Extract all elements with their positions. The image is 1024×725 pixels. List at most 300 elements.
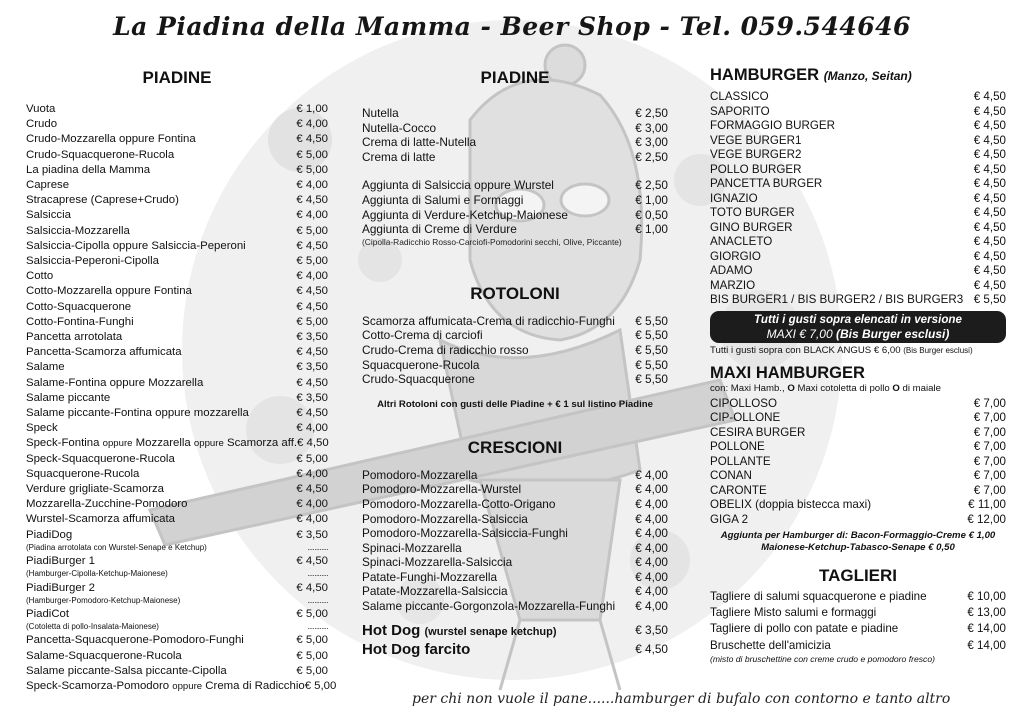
item-price: € 7,00 (973, 454, 1006, 468)
item-name: IGNAZIO (710, 191, 758, 205)
black-angus-note: Tutti i gusti sopra con BLACK ANGUS € 6,00 (Bis Burger esclusi) (710, 344, 973, 356)
item-price: € 4,00 (296, 467, 328, 480)
item-name: Cotto-Fontina-Funghi (26, 315, 134, 328)
item-price: € 4,50 (973, 249, 1006, 263)
item-price: € 4,50 (973, 278, 1006, 292)
menu-row (710, 426, 1006, 441)
item-price: € 12,00 (967, 512, 1006, 526)
menu-row (26, 117, 328, 132)
item-name: VEGE BURGER2 (710, 148, 802, 161)
item-name: Salsiccia-Mozzarella (26, 224, 130, 237)
menu-row (362, 178, 668, 193)
item-name: POLLO BURGER (710, 162, 802, 176)
item-name: Speck (26, 422, 58, 435)
item-price: € 4,00 (635, 599, 668, 614)
menu-row (26, 330, 328, 345)
item-name: BIS BURGER1 / BIS BURGER2 / BIS BURGER3 (710, 293, 964, 306)
menu-row (710, 397, 1006, 412)
item-price: € 4,00 (635, 467, 668, 482)
item-name: Nutella (362, 106, 399, 120)
menu-row (26, 679, 337, 694)
shop-banner: La Piadina della Mamma - Beer Shop - Tel. 059.544646 (113, 12, 911, 41)
item-price: € 4,50 (973, 206, 1006, 219)
item-name: Pancetta arrotolata (26, 331, 123, 344)
menu-row (710, 411, 1006, 426)
item-name: Pomodoro-Mozzarella (362, 467, 478, 482)
item-name: Crudo-Squacquerone (362, 372, 475, 387)
menu-row (710, 206, 1006, 221)
item-price: € 4,00 (635, 555, 668, 570)
item-name: ANACLETO (710, 235, 773, 248)
item-price: € 4,00 (635, 511, 668, 526)
menu-row (362, 328, 668, 343)
item-name: Salame piccante-Salsa piccante-Cipolla (26, 664, 227, 677)
item-price: € 5,50 (973, 293, 1006, 306)
menu-row (26, 208, 328, 223)
item-price: € 4,50 (296, 285, 328, 298)
piadine-sweet-title: PIADINE (480, 68, 550, 87)
special-item-description: (Hamburger-Cipolla-Ketchup-Maionese) ............ (26, 569, 328, 579)
item-price: € 3,50 (296, 528, 328, 541)
menu-row (26, 554, 328, 569)
item-price: € 5,00 (296, 224, 328, 237)
item-price: € 1,00 (635, 222, 668, 237)
item-price: € 5,00 (296, 452, 328, 465)
menu-row (362, 193, 668, 208)
item-name: Pomodoro-Mozzarella-Cotto-Origano (362, 496, 556, 511)
piadine-list-2 (26, 452, 328, 528)
item-price: € 1,00 (296, 103, 328, 115)
item-price: € 4,50 (973, 177, 1006, 190)
item-name: Cotto-Mozzarella oppure Fontina (26, 285, 192, 298)
menu-row (26, 391, 328, 406)
menu-row (362, 372, 668, 387)
item-name: Pomodoro-Mozzarella-Salsiccia-Funghi (362, 526, 568, 541)
menu-row (710, 621, 1006, 637)
item-price: € 3,00 (635, 120, 668, 135)
menu-row (26, 467, 328, 482)
item-name: TOTO BURGER (710, 206, 795, 219)
menu-row (710, 589, 1006, 605)
item-price: € 13,00 (967, 606, 1006, 620)
item-price: € 4,50 (296, 346, 328, 359)
item-price: € 4,50 (296, 194, 328, 207)
special-item (26, 607, 328, 632)
item-price: € 5,50 (635, 372, 668, 387)
rotoloni-title: ROTOLONI (470, 283, 560, 303)
menu-row (26, 148, 328, 163)
menu-row (710, 148, 1006, 163)
menu-row (362, 599, 668, 614)
item-price: € 14,00 (967, 638, 1006, 652)
item-price: € 7,00 (973, 483, 1006, 497)
item-name: Salsiccia-Cipolla oppure Salsiccia-Peperoni (26, 239, 246, 252)
add-note-line1: Aggiunta per Hamburger di: Bacon-Formaggio-Creme € 1,00 (720, 530, 996, 541)
item-price: € 4,00 (635, 540, 668, 555)
item-name: Pomodoro-Mozzarella-Salsiccia (362, 511, 528, 526)
item-name: CESIRA BURGER (710, 425, 806, 439)
maxi-list (710, 397, 1006, 528)
item-name: Wurstel-Scamorza affumicata (26, 513, 175, 526)
item-name: Spinaci-Mozzarella-Salsiccia (362, 555, 513, 570)
menu-row (26, 163, 328, 178)
menu-row (26, 497, 328, 512)
item-name: Aggiunta di Salsiccia oppure Wurstel (362, 178, 554, 193)
crescioni-title: CRESCIONI (467, 437, 563, 457)
item-name: Bruschette dell'amicizia (710, 638, 831, 652)
item-price: € 4,50 (296, 581, 328, 594)
menu-row (362, 150, 668, 165)
menu-row (710, 264, 1006, 279)
item-name: Patate-Funghi-Mozzarella (362, 569, 498, 584)
item-price: € 5,00 (296, 649, 328, 662)
item-name: MARZIO (710, 278, 756, 292)
item-name: Crema di latte (362, 149, 436, 164)
item-name: Stracaprese (Caprese+Crudo) (26, 194, 179, 207)
item-price: € 4,50 (973, 148, 1006, 161)
maxi-banner-line1: Tutti i gusti sopra elencati in versione (754, 312, 962, 326)
item-name: La piadina della Mamma (26, 163, 151, 176)
item-name: Salame piccante-Gorgonzola-Mozzarella-Funghi (362, 599, 616, 614)
item-name: Crudo-Squacquerone-Rucola (26, 148, 175, 161)
menu-row (710, 250, 1006, 265)
hamburger-column (710, 66, 1006, 664)
menu-row (362, 541, 668, 556)
item-price: € 4,50 (296, 376, 328, 389)
item-name: Verdure grigliate-Scamorza (26, 483, 165, 496)
item-name: Mozzarella-Zucchine-Pomodoro (26, 498, 188, 511)
hotdog-farcito-price: € 4,50 (635, 641, 668, 656)
maxi-banner-line2: MAXI € 7,00 (Bis Burger esclusi) (766, 326, 950, 341)
item-price: € 4,50 (296, 133, 328, 146)
item-name: Crudo-Mozzarella oppure Fontina (26, 133, 196, 146)
menu-row (362, 584, 668, 599)
menu-row (710, 90, 1006, 105)
item-price: € 4,00 (635, 496, 668, 511)
item-name: Crudo-Crema di radicchio rosso (362, 342, 529, 357)
menu-row (26, 132, 328, 147)
menu-row (710, 177, 1006, 192)
menu-row (26, 269, 328, 284)
menu-row (26, 284, 328, 299)
menu-row (710, 440, 1006, 455)
hotdog-farcito-row (362, 641, 668, 658)
piadine-title: PIADINE (142, 68, 212, 87)
menu-row (710, 513, 1006, 528)
item-name: Pancetta-Scamorza affumicata (26, 346, 182, 359)
item-price: € 4,00 (635, 584, 668, 599)
rotoloni-list (362, 314, 668, 387)
item-price: € 3,00 (635, 135, 668, 150)
item-name: PiadiDog (26, 528, 73, 541)
item-price: € 4,50 (973, 90, 1006, 103)
menu-row (710, 235, 1006, 250)
item-price: € 4,50 (296, 300, 328, 313)
rotoloni-note: Altri Rotoloni con gusti delle Piadine + € 1 sul listino Piadine (377, 398, 653, 410)
menu-row (26, 664, 328, 679)
menu-row (26, 607, 328, 622)
menu-row (710, 638, 1006, 654)
item-price: € 4,50 (296, 483, 328, 496)
item-name: CIP-OLLONE (710, 411, 781, 424)
bruschette-note: (misto di bruschettine con creme crudo e pomodoro fresco) (710, 653, 935, 664)
item-price: € 3,50 (296, 391, 328, 404)
menu-row (362, 497, 668, 512)
item-name: Salame (26, 361, 65, 374)
menu-row (710, 192, 1006, 207)
hotdog-farcito-name: Hot Dog farcito (362, 640, 471, 658)
item-name: Speck-Fontina oppure Mozzarella oppure Scamorza aff. (26, 437, 298, 450)
item-name: CLASSICO (710, 90, 769, 103)
item-price: € 5,00 (304, 679, 337, 692)
item-price: € 7,00 (973, 469, 1006, 482)
item-price: € 5,00 (296, 255, 328, 268)
item-name: Crema di latte-Nutella (362, 135, 477, 150)
piadine-specials-list (26, 528, 328, 633)
menu-row (710, 221, 1006, 236)
crescioni-list (362, 468, 668, 614)
item-price: € 14,00 (967, 622, 1006, 636)
menu-row (362, 468, 668, 483)
menu-row (710, 279, 1006, 294)
menu-row (710, 605, 1006, 621)
item-price: € 4,50 (296, 555, 328, 568)
item-name: Salame-Fontina oppure Mozzarella (26, 376, 204, 389)
special-item (26, 554, 328, 579)
menu-row (362, 208, 668, 223)
menu-row (362, 358, 668, 373)
menu-row (26, 512, 328, 527)
item-name: Salame piccante (26, 391, 111, 404)
item-price: € 4,00 (296, 422, 328, 435)
menu-row (362, 570, 668, 585)
item-name: Vuota (26, 103, 56, 115)
item-name: CIPOLLOSO (710, 396, 778, 410)
item-price: € 5,00 (296, 607, 328, 620)
item-name: Caprese (26, 179, 70, 192)
menu-row (362, 555, 668, 570)
item-price: € 4,50 (973, 119, 1006, 132)
menu-row (26, 239, 328, 254)
item-price: € 2,50 (635, 106, 668, 120)
special-item-description: (Hamburger-Pomodoro-Ketchup-Maionese) ............ (26, 595, 328, 605)
menu-row (710, 469, 1006, 484)
item-price: € 5,00 (296, 664, 328, 677)
item-name: SAPORITO (710, 104, 770, 118)
item-name: Aggiunta di Salumi e Formaggi (362, 192, 524, 207)
menu-row (26, 482, 328, 497)
item-name: Patate-Mozzarella-Salsiccia (362, 584, 508, 599)
item-price: € 4,00 (635, 526, 668, 541)
menu-row (362, 121, 668, 136)
menu-row (26, 315, 328, 330)
item-price: € 4,00 (635, 569, 668, 584)
item-name: Nutella-Cocco (362, 120, 437, 135)
menu-row (362, 512, 668, 527)
item-price: € 4,50 (973, 235, 1006, 248)
item-name: Pancetta-Squacquerone-Pomodoro-Funghi (26, 634, 244, 647)
menu-row (26, 528, 328, 543)
item-price: € 4,00 (296, 179, 328, 192)
item-name: PiadiBurger 2 (26, 581, 96, 594)
item-price: € 2,50 (635, 149, 668, 164)
menu-row (26, 406, 328, 421)
item-name: PiadiBurger 1 (26, 555, 96, 568)
item-name: Pomodoro-Mozzarella-Wurstel (362, 482, 522, 497)
item-name: OBELIX (doppia bistecca maxi) (710, 498, 872, 511)
menu-row (710, 455, 1006, 470)
item-price: € 7,00 (973, 396, 1006, 410)
taglieri-list (710, 589, 1006, 654)
item-name: VEGE BURGER1 (710, 133, 802, 147)
item-name: Tagliere di pollo con patate e piadine (710, 622, 899, 636)
item-name: PANCETTA BURGER (710, 177, 823, 190)
item-name: CONAN (710, 469, 752, 482)
menu-row (710, 163, 1006, 178)
item-name: Squacquerone-Rucola (362, 357, 480, 372)
menu-row (26, 345, 328, 360)
item-name: Aggiunta di Creme di Verdure (362, 222, 517, 237)
piadine-list-3 (26, 633, 328, 679)
item-price: € 2,50 (635, 178, 668, 193)
menu-row (26, 633, 328, 648)
menu-row (26, 300, 328, 315)
maxi-sub: con: Maxi Hamb., O Maxi cotoletta di pollo O di maiale (710, 382, 941, 394)
item-price: € 4,50 (973, 133, 1006, 147)
item-name: CARONTE (710, 483, 767, 497)
menu-row (26, 452, 328, 467)
hamburger-list (710, 90, 1006, 308)
item-name: PiadiCot (26, 607, 70, 620)
footer-note: per chi non vuole il pane......hamburger di bufalo con contorno e tanto altro (412, 691, 951, 707)
item-name: FORMAGGIO BURGER (710, 119, 835, 132)
item-name: Tagliere Misto salumi e formaggi (710, 606, 877, 620)
item-price: € 5,50 (635, 342, 668, 357)
item-name: Salame piccante-Fontina oppure mozzarella (26, 407, 249, 420)
item-price: € 4,50 (296, 407, 328, 420)
item-name: Cotto (26, 270, 54, 283)
menu-row (26, 254, 328, 269)
item-name: Speck-Squacquerone-Rucola (26, 452, 175, 465)
menu-row (710, 498, 1006, 513)
piadine-sweet-list (362, 106, 668, 164)
item-price: € 4,50 (297, 437, 329, 450)
item-price: € 4,00 (296, 498, 328, 511)
item-price: € 3,50 (296, 361, 328, 374)
menu-row (362, 526, 668, 541)
menu-row (26, 376, 328, 391)
item-name: GINO BURGER (710, 220, 793, 234)
item-price: € 0,50 (635, 207, 668, 222)
item-name: Tagliere di salumi squacquerone e piadine (710, 590, 927, 603)
item-price: € 4,50 (973, 264, 1006, 277)
menu-row (26, 649, 328, 664)
hotdog-name: Hot Dog (wurstel senape ketchup) (362, 621, 557, 639)
menu-row (26, 193, 328, 208)
item-price: € 5,50 (635, 357, 668, 372)
item-price: € 4,50 (973, 162, 1006, 176)
item-name: ADAMO (710, 264, 753, 277)
item-price: € 5,00 (296, 163, 328, 176)
menu-row (26, 436, 328, 451)
item-name: GIGA 2 (710, 512, 749, 526)
extras-note: (Cipolla-Radicchio Rosso-Carciofi-Pomodorini secchi, Olive, Piccante) (362, 236, 622, 247)
hotdog-price: € 3,50 (635, 622, 668, 637)
item-price: € 4,50 (973, 220, 1006, 234)
item-name: POLLANTE (710, 454, 771, 468)
item-price: € 1,00 (635, 192, 668, 207)
item-price: € 4,50 (973, 104, 1006, 118)
piadine-savory-section (26, 68, 337, 694)
item-price: € 7,00 (973, 411, 1006, 424)
item-price: € 5,00 (296, 634, 328, 647)
item-price: € 4,00 (296, 118, 328, 131)
menu-row (26, 360, 328, 375)
item-name: Cotto-Crema di carciofi (362, 328, 483, 343)
item-name: Spinaci-Mozzarella (362, 540, 462, 555)
menu-row (26, 581, 328, 596)
hamburger-title: HAMBURGER (Manzo, Seitan) (710, 66, 912, 84)
menu-row (710, 105, 1006, 120)
menu-row (26, 224, 328, 239)
maxi-hamburger-title: MAXI HAMBURGER (710, 363, 865, 382)
item-price: € 4,50 (973, 191, 1006, 205)
piadine-extras-list (362, 178, 668, 236)
menu-row (710, 293, 1006, 308)
item-name: Speck-Scamorza-Pomodoro oppure Crema di Radicchio (26, 679, 305, 692)
hotdog-row (362, 622, 668, 641)
menu-row (26, 178, 328, 193)
item-price: € 5,00 (296, 315, 328, 328)
item-price: € 4,00 (296, 209, 328, 222)
item-price: € 7,00 (973, 440, 1006, 453)
item-price: € 5,50 (635, 313, 668, 328)
menu-row (362, 482, 668, 497)
item-name: Cotto-Squacquerone (26, 300, 132, 313)
add-note-line2: Maionese-Ketchup-Tabasco-Senape € 0,50 (761, 542, 955, 553)
item-name: Aggiunta di Verdure-Ketchup-Maionese (362, 207, 568, 222)
special-item (26, 581, 328, 606)
piadine-list (26, 102, 328, 436)
item-price: € 3,50 (296, 331, 328, 344)
menu-row (710, 484, 1006, 499)
maxi-version-banner (710, 311, 1006, 343)
special-item (26, 528, 328, 553)
item-price: € 10,00 (967, 590, 1006, 603)
menu-row (362, 222, 668, 237)
item-name: Squacquerone-Rucola (26, 467, 140, 480)
item-name: Salame-Squacquerone-Rucola (26, 649, 182, 662)
item-name: Crudo (26, 118, 58, 131)
item-name: Salsiccia (26, 209, 71, 222)
item-price: € 4,00 (635, 482, 668, 497)
special-item-description: (Piadina arrotolata con Wurstel-Senape e Ketchup) ............ (26, 542, 328, 552)
item-name: GIORGIO (710, 249, 761, 263)
menu-row (362, 343, 668, 358)
menu-row (710, 119, 1006, 134)
item-price: € 4,00 (296, 270, 328, 283)
item-name: Scamorza affumicata-Crema di radicchio-Funghi (362, 313, 615, 328)
menu-row (362, 314, 668, 329)
item-price: € 4,00 (296, 513, 328, 526)
menu-row (710, 134, 1006, 149)
middle-column (362, 68, 668, 658)
menu-row (26, 421, 328, 436)
taglieri-title: TAGLIERI (818, 566, 898, 585)
special-item-description: (Cotoletta di pollo-Insalata-Maionese) ............ (26, 622, 328, 632)
item-price: € 11,00 (968, 498, 1006, 511)
item-name: POLLONE (710, 440, 765, 453)
